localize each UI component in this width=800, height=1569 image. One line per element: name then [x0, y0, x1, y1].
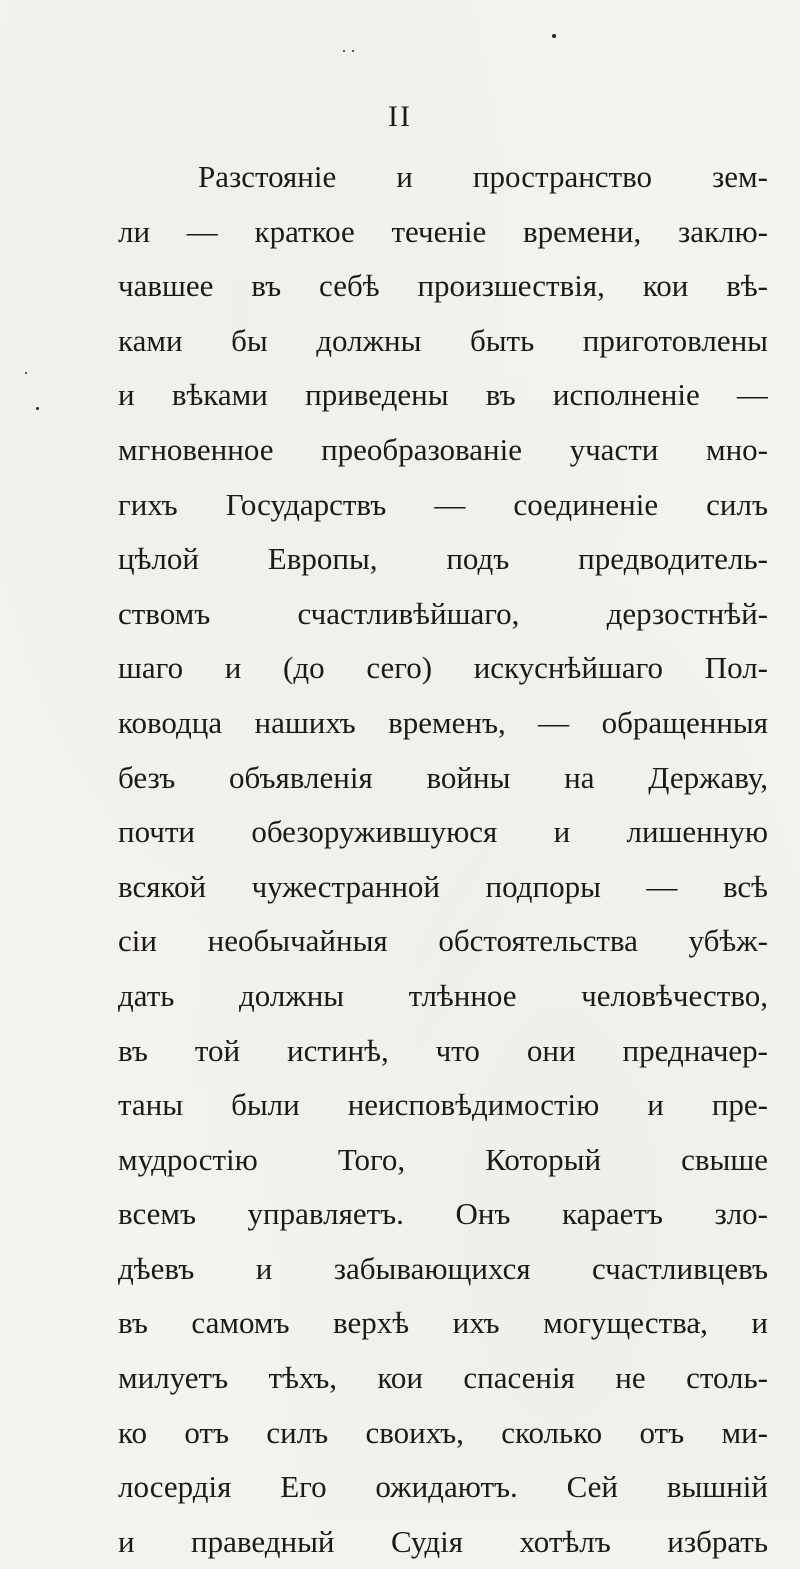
ink-speck [343, 50, 345, 52]
text-line: всякой чужестранной подпоры — всѣ [118, 868, 768, 904]
text-line: и праведный Судія хотѣлъ избрать [118, 1523, 768, 1559]
text-line: безъ объявленія войны на Державу, [118, 759, 768, 795]
text-line: лосердія Его ожидаютъ. Сей вышній [118, 1469, 768, 1505]
text-line: ками бы должны быть приготовлены [118, 322, 768, 358]
text-line: ководца нашихъ временъ, — обращенныя [118, 704, 768, 740]
text-line: сіи необычайныя обстоятельства убѣж- [118, 923, 768, 959]
text-line: почти обезоружившуюся и лишенную [118, 814, 768, 850]
text-line: ко отъ силъ своихъ, сколько отъ ми- [118, 1414, 768, 1450]
ink-speck [36, 407, 39, 410]
page-number: II [388, 100, 412, 133]
text-line: ствомъ счастливѣйшаго, дерзостнѣй- [118, 595, 768, 631]
text-line: въ той истинѣ, что они предначер- [118, 1032, 768, 1068]
text-line: милуетъ тѣхъ, кои спасенія не столь- [118, 1360, 768, 1396]
text-line: шаго и (до сего) искуснѣйшаго Пол- [118, 650, 768, 686]
ink-speck [25, 372, 27, 374]
ink-speck [552, 34, 556, 38]
text-line: дать должны тлѣнное человѣчество, [118, 977, 768, 1013]
text-line: и вѣками приведены въ исполненіе — [118, 377, 768, 413]
text-line: мгновенное преобразованіе участи мно- [118, 431, 768, 467]
text-line: чавшее въ себѣ произшествія, кои вѣ- [118, 268, 768, 304]
text-line: Разстояніе и пространство зем- [198, 159, 768, 194]
ink-speck [352, 50, 354, 52]
text-line: гихъ Государствъ — соединеніе силъ [118, 486, 768, 522]
text-line: цѣлой Европы, подъ предводитель- [118, 541, 768, 577]
text-line: всемъ управляетъ. Онъ караетъ зло- [118, 1196, 768, 1232]
text-line: дѣевъ и забывающихся счастливцевъ [118, 1250, 768, 1286]
text-line: таны были неисповѣдимостію и пре- [118, 1087, 768, 1123]
text-line: мудростію Того, Который свыше [118, 1141, 768, 1177]
text-line: ли — краткое теченіе времени, заклю- [118, 213, 768, 249]
text-line: въ самомъ верхѣ ихъ могущества, и [118, 1305, 768, 1341]
body-text [118, 150, 768, 1569]
